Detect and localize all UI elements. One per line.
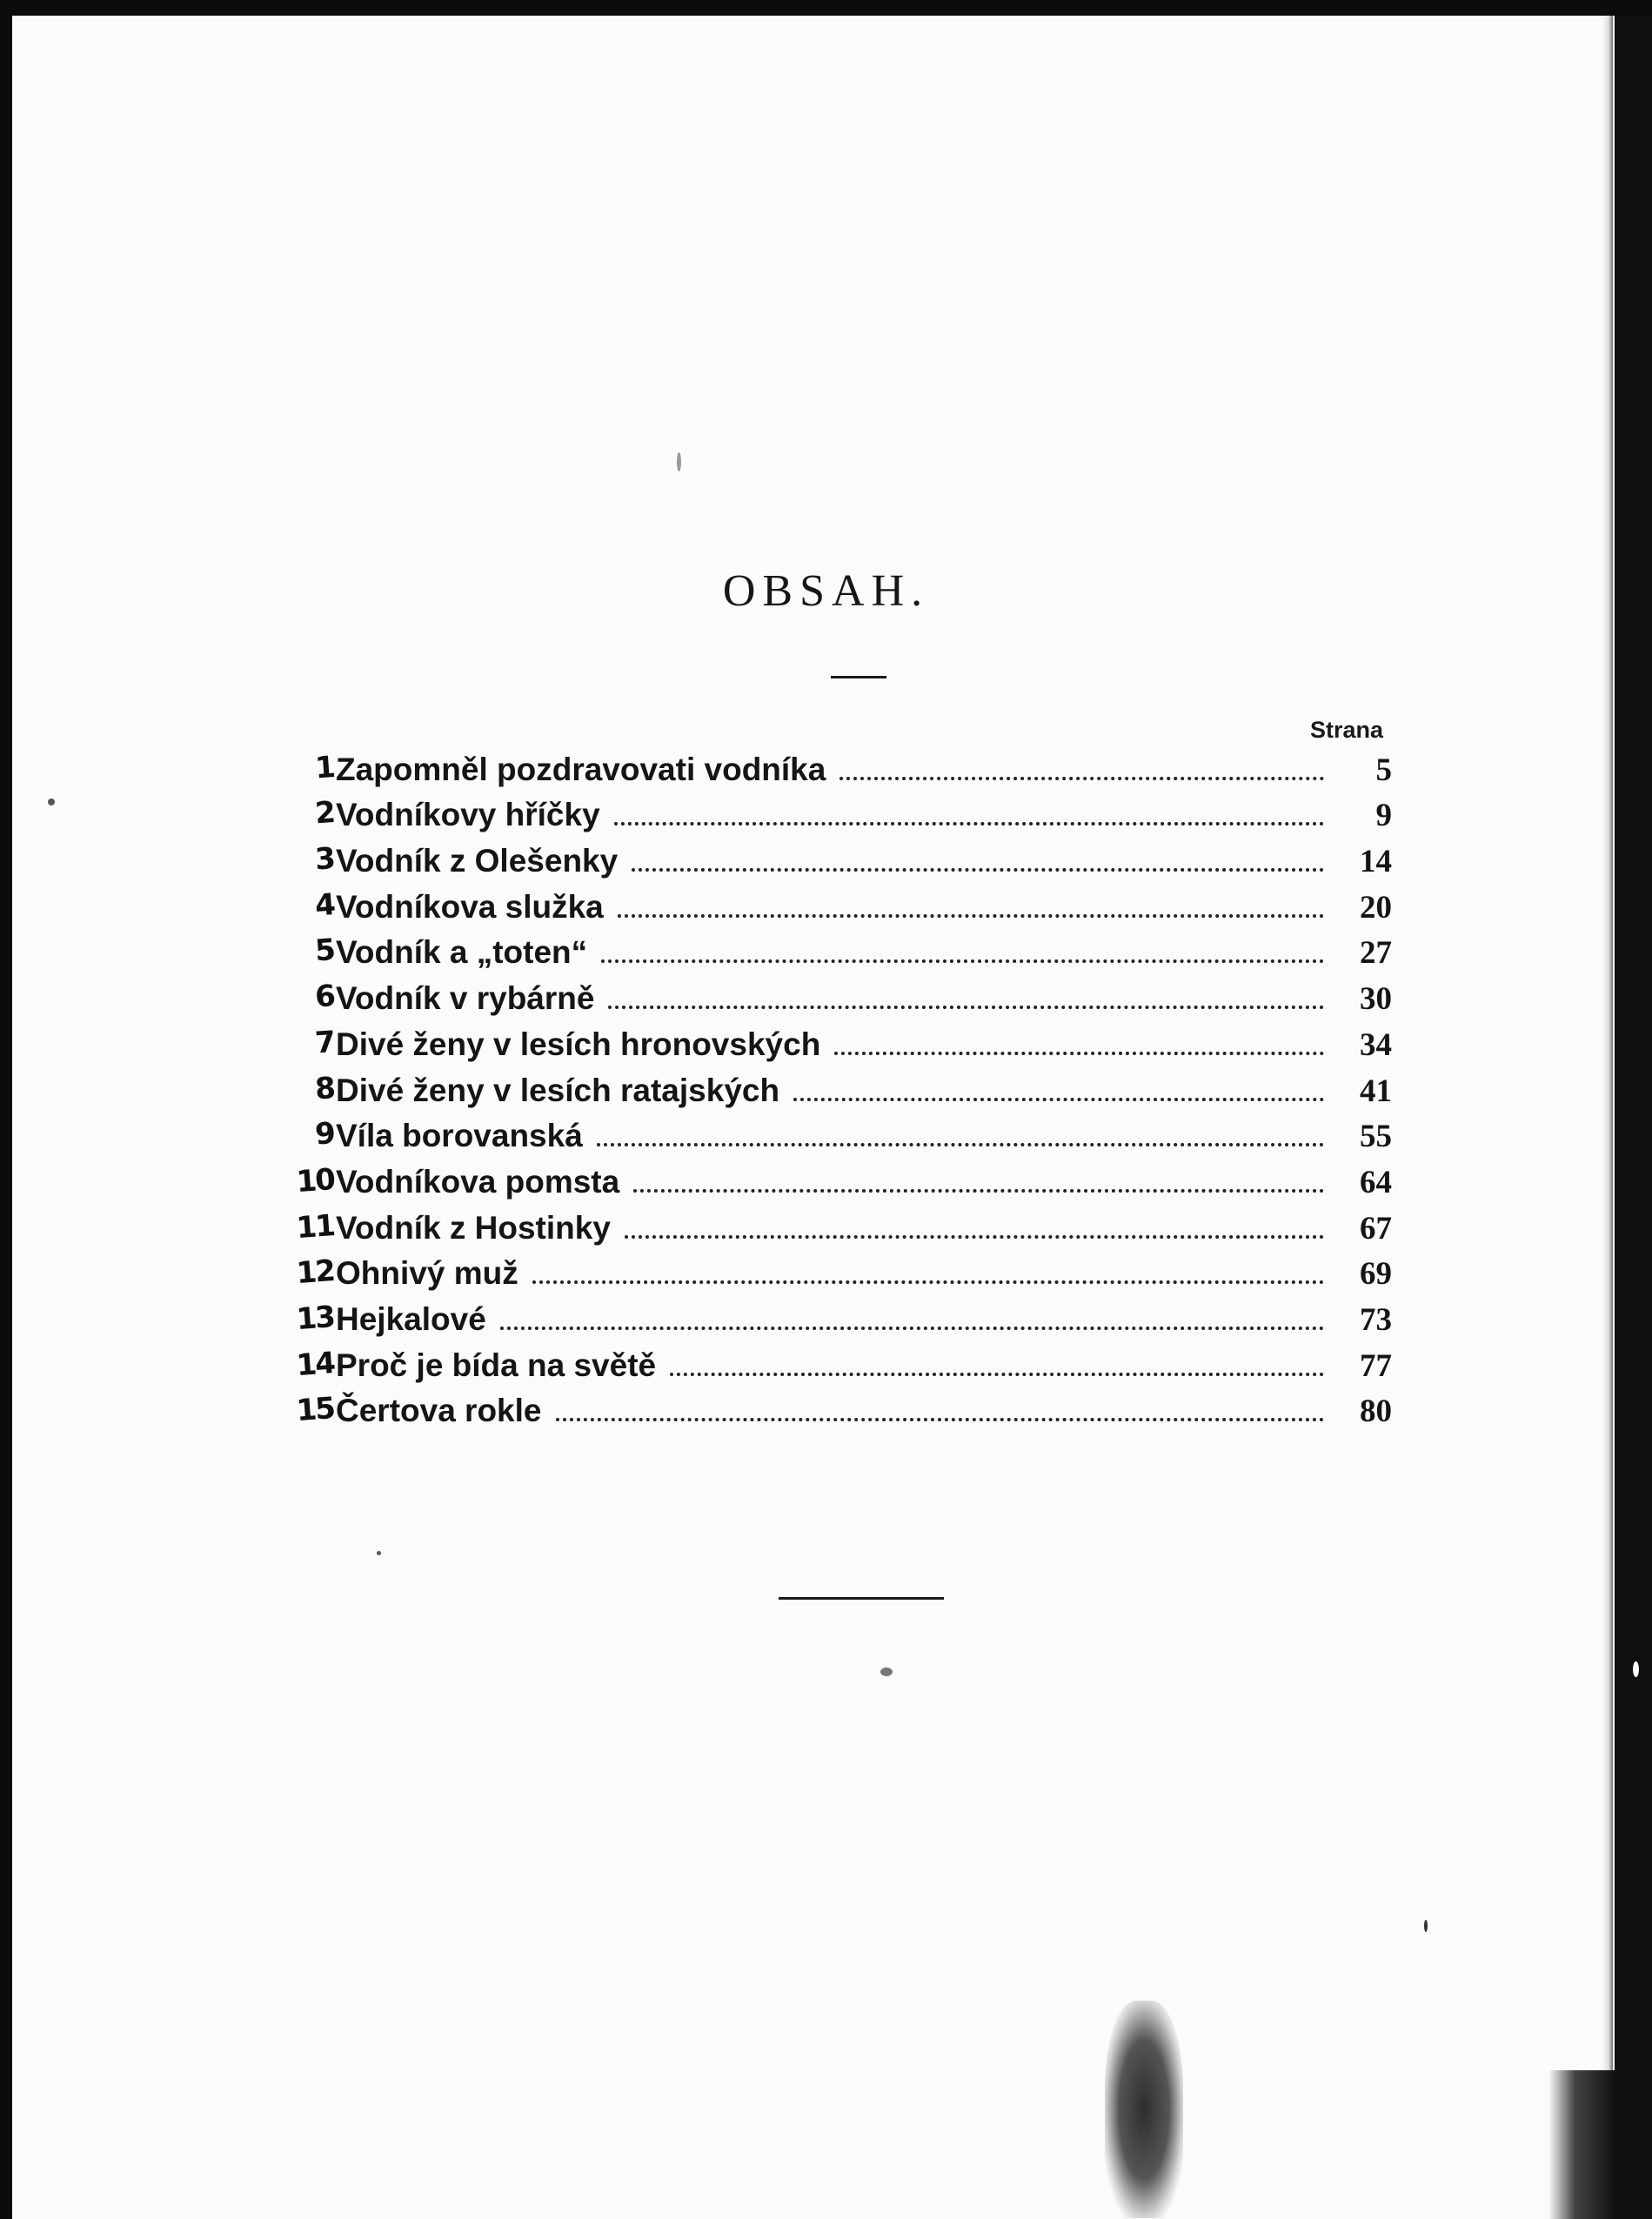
toc-page-number: 67 xyxy=(1360,1210,1392,1247)
handwritten-number: 7 xyxy=(313,1024,336,1061)
speck xyxy=(1424,1920,1428,1932)
toc-entry-line xyxy=(336,843,1392,880)
toc-entry xyxy=(261,746,1392,792)
toc-page-number: 69 xyxy=(1360,1256,1392,1293)
page-column-heading: Strana xyxy=(1309,717,1383,743)
toc-entry xyxy=(261,930,1392,976)
toc-entry-line xyxy=(336,1347,1392,1385)
speck xyxy=(1633,1661,1639,1677)
dot-leader xyxy=(633,1189,1324,1193)
toc-entry xyxy=(261,1159,1392,1205)
toc-entry-title: Vodníkova služka xyxy=(336,888,604,925)
toc-entry-line xyxy=(336,1255,1392,1293)
handwritten-number: 8 xyxy=(313,1070,336,1107)
dot-leader xyxy=(793,1098,1324,1101)
toc-entry-title: Vodníkova pomsta xyxy=(336,1163,620,1200)
toc-entry-title: Ohnivý muž xyxy=(336,1255,518,1292)
toc-entry xyxy=(261,1021,1392,1067)
toc-entry-title: Vodník v rybárně xyxy=(336,980,595,1017)
toc-entry xyxy=(261,884,1392,930)
toc-entry xyxy=(261,792,1392,839)
handwritten-number: 6 xyxy=(313,979,336,1015)
dot-leader xyxy=(500,1327,1324,1330)
dot-leader xyxy=(532,1280,1324,1284)
dot-leader xyxy=(839,777,1324,780)
handwritten-number: 15 xyxy=(295,1391,336,1429)
toc-entry xyxy=(261,1205,1392,1251)
toc-entry-line xyxy=(336,752,1392,789)
toc-page-number: 30 xyxy=(1360,981,1392,1018)
toc-entry-title: Vodníkovy hříčky xyxy=(336,797,600,833)
dot-leader xyxy=(614,822,1324,825)
dot-leader xyxy=(632,868,1324,872)
handwritten-number: 2 xyxy=(313,795,336,832)
speck xyxy=(880,1668,893,1676)
toc-entry-line xyxy=(336,1301,1392,1339)
toc-entry-title: Vodník a „toten“ xyxy=(336,934,588,971)
toc-page-number: 14 xyxy=(1360,844,1392,880)
page-edge-shadow xyxy=(1602,16,1613,2219)
toc-entry-title: Vodník z Olešenky xyxy=(336,843,619,879)
page-edge-damage xyxy=(1548,2070,1615,2219)
toc-page-number: 80 xyxy=(1360,1394,1392,1430)
toc-entry-line xyxy=(336,934,1392,972)
toc-page-number: 20 xyxy=(1360,889,1392,926)
toc-page-number: 64 xyxy=(1360,1164,1392,1200)
toc-page-number: 34 xyxy=(1360,1026,1392,1063)
dot-leader xyxy=(597,1143,1324,1146)
dot-leader xyxy=(556,1418,1325,1421)
handwritten-number: 9 xyxy=(313,1116,336,1153)
dot-leader xyxy=(834,1052,1324,1055)
ink-smudge xyxy=(1105,2001,1183,2218)
toc-entry xyxy=(261,1342,1392,1388)
dot-leader xyxy=(670,1373,1324,1376)
toc-page-number: 9 xyxy=(1375,798,1392,834)
toc-page-number: 77 xyxy=(1360,1347,1392,1384)
dot-leader xyxy=(618,914,1324,918)
toc-entry xyxy=(261,1388,1392,1434)
toc-entry-line xyxy=(336,1118,1392,1155)
dot-leader xyxy=(608,1006,1324,1009)
toc-entry xyxy=(261,1296,1392,1342)
handwritten-number: 13 xyxy=(295,1300,336,1337)
toc-entry-title: Čertova rokle xyxy=(336,1393,542,1429)
handwritten-number: 12 xyxy=(295,1253,336,1292)
toc-entry-line xyxy=(336,889,1392,926)
table-of-contents xyxy=(261,746,1392,1434)
toc-page-number: 41 xyxy=(1360,1073,1392,1109)
dot-leader xyxy=(601,959,1324,963)
toc-entry xyxy=(261,975,1392,1021)
toc-entry-line xyxy=(336,1393,1392,1430)
toc-entry xyxy=(261,1067,1392,1113)
dot-leader xyxy=(625,1235,1324,1239)
speck xyxy=(48,799,55,805)
handwritten-number: 11 xyxy=(295,1207,336,1246)
toc-entry-title: Divé ženy v lesích ratajských xyxy=(336,1072,780,1108)
toc-page-number: 55 xyxy=(1360,1119,1392,1155)
handwritten-number: 4 xyxy=(313,886,336,924)
handwritten-number: 5 xyxy=(313,932,336,969)
toc-entry xyxy=(261,838,1392,884)
toc-page-number: 73 xyxy=(1360,1301,1392,1338)
handwritten-number: 10 xyxy=(295,1161,336,1200)
handwritten-number: 1 xyxy=(313,749,336,786)
toc-entry-line xyxy=(336,1026,1392,1064)
toc-entry-title: Divé ženy v lesích hronovských xyxy=(336,1026,821,1062)
toc-page-number: 5 xyxy=(1375,752,1392,788)
toc-entry xyxy=(261,1251,1392,1297)
toc-entry-title: Vodník z Hostinky xyxy=(336,1209,611,1246)
scan-right-edge xyxy=(1615,16,1652,2219)
toc-entry-line xyxy=(336,980,1392,1018)
toc-page-number: 27 xyxy=(1360,935,1392,972)
toc-entry-title: Proč je bída na světě xyxy=(336,1347,657,1383)
end-rule xyxy=(779,1597,944,1600)
toc-entry-line xyxy=(336,1210,1392,1247)
page-title: OBSAH. xyxy=(722,566,930,616)
speck xyxy=(377,1551,381,1555)
toc-entry-title: Hejkalové xyxy=(336,1300,486,1337)
toc-entry-line xyxy=(336,797,1392,834)
toc-entry-line xyxy=(336,1164,1392,1201)
toc-entry-title: Víla borovanská xyxy=(336,1118,583,1154)
handwritten-number: 14 xyxy=(295,1345,336,1383)
toc-entry xyxy=(261,1113,1392,1160)
toc-entry-title: Zapomněl pozdravovati vodníka xyxy=(336,751,826,787)
toc-entry-line xyxy=(336,1073,1392,1110)
speck xyxy=(677,452,681,471)
handwritten-number: 3 xyxy=(313,841,336,878)
title-rule xyxy=(831,676,886,678)
